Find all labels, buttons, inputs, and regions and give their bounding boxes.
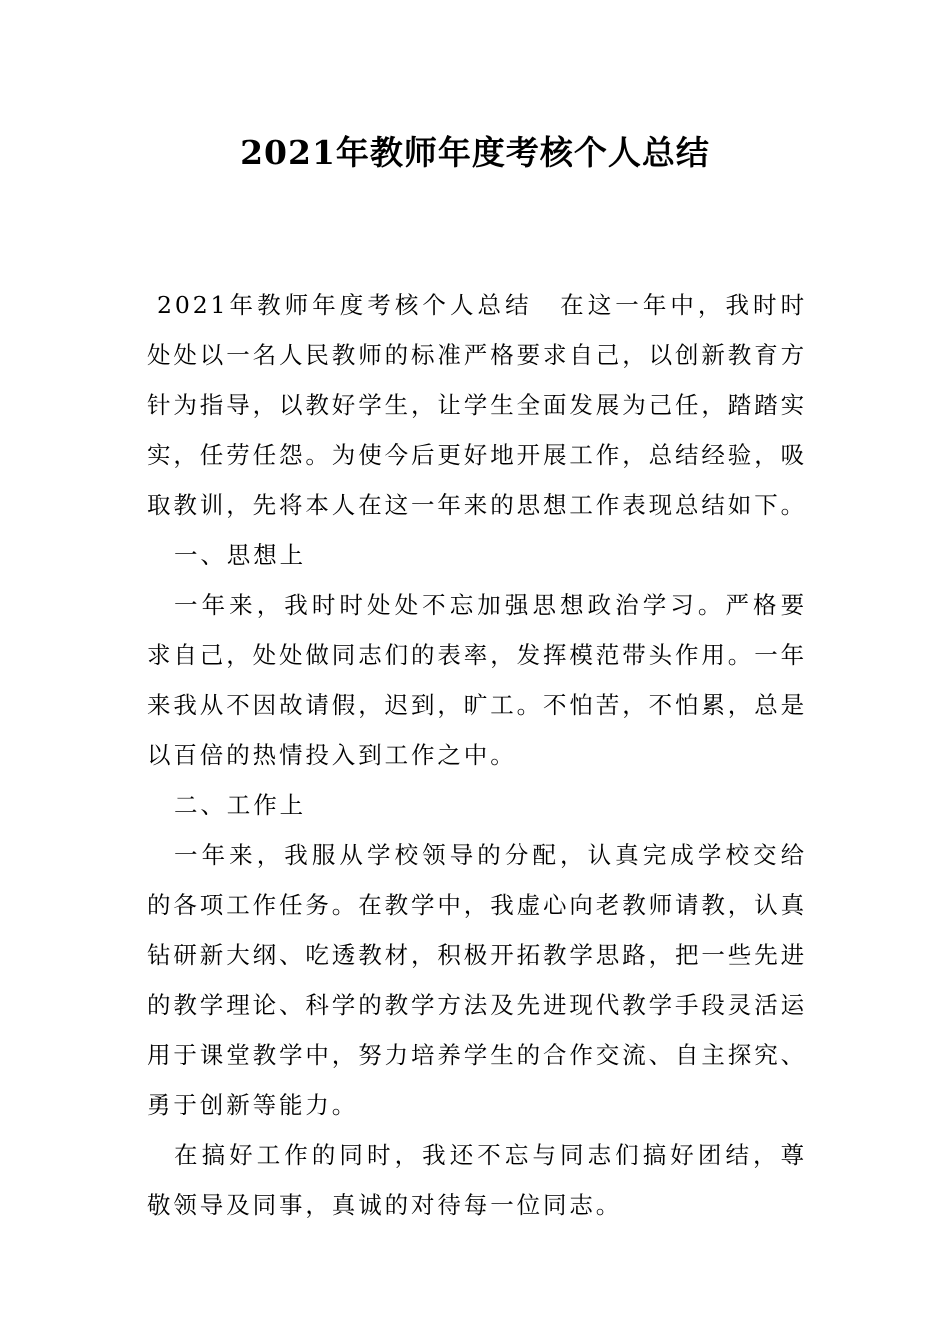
intro-paragraph: 2021年教师年度考核个人总结 在这一年中，我时时处处以一名人民教师的标准严格要求自己，以创新教育方针为指导，以教好学生，让学生全面发展为己任，踏踏实实，任劳任怨。为使今后更好地开展工作，总结经验，吸取教训，先将本人在这一年来的思想工作表现总结如下。 bbox=[147, 291, 807, 519]
thought-paragraph: 一年来，我时时处处不忘加强思想政治学习。严格要求自己，处处做同志们的表率，发挥模范带头作用。一年来我从不因故请假，迟到，旷工。不怕苦，不怕累，总是以百倍的热情投入到工作之中。 bbox=[147, 591, 807, 769]
document-body bbox=[147, 280, 807, 1230]
section-heading-thought: 一、思想上 bbox=[174, 541, 306, 569]
document-title: 2021年教师年度考核个人总结 bbox=[240, 133, 710, 172]
section-heading-work: 二、工作上 bbox=[174, 791, 306, 819]
work-paragraph: 一年来，我服从学校领导的分配，认真完成学校交给的各项工作任务。在教学中，我虚心向老教师请教，认真钻研新大纲、吃透教材，积极开拓教学思路，把一些先进的教学理论、科学的教学方法及先进现代教学手段灵活运用于课堂教学中，努力培养学生的合作交流、自主探究、勇于创新等能力。 bbox=[147, 841, 807, 1119]
unity-paragraph: 在搞好工作的同时，我还不忘与同志们搞好团结，尊敬领导及同事，真诚的对待每一位同志。 bbox=[147, 1141, 807, 1219]
